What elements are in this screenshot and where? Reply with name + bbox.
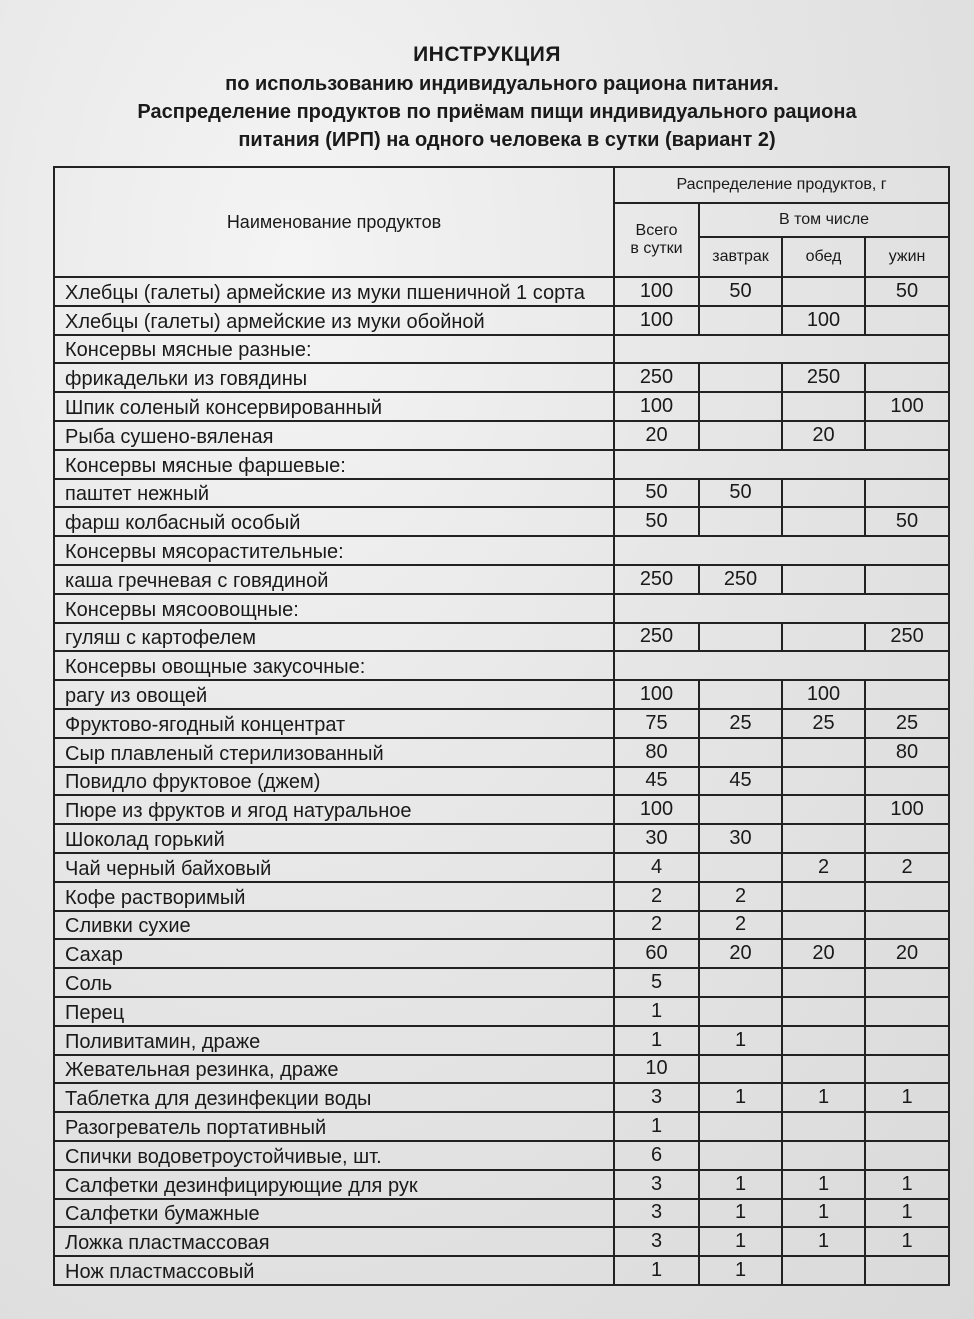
product-name: Жевательная резинка, драже xyxy=(54,1055,614,1084)
lunch-cell xyxy=(782,738,865,767)
breakfast-cell: 45 xyxy=(699,767,782,796)
table-row xyxy=(54,795,949,824)
lunch-cell xyxy=(782,623,865,652)
table-row xyxy=(54,1227,949,1256)
breakfast-cell xyxy=(699,968,782,997)
table-row xyxy=(54,738,949,767)
column-header-lunch: обед xyxy=(782,237,865,277)
total-cell: 1 xyxy=(614,1112,699,1141)
lunch-cell xyxy=(782,507,865,536)
column-header-including: В том числе xyxy=(699,203,949,237)
product-name: Таблетка для дезинфекции воды xyxy=(54,1083,614,1112)
dinner-cell xyxy=(865,767,949,796)
breakfast-cell xyxy=(699,421,782,450)
table-row xyxy=(54,709,949,738)
lunch-cell xyxy=(782,795,865,824)
total-header-line2: в сутки xyxy=(630,240,683,257)
table-row xyxy=(54,277,949,306)
dinner-cell: 80 xyxy=(865,738,949,767)
dinner-cell: 1 xyxy=(865,1170,949,1199)
dinner-cell xyxy=(865,363,949,392)
product-name: Сахар xyxy=(54,939,614,968)
total-cell: 45 xyxy=(614,767,699,796)
document-heading xyxy=(0,40,974,154)
dinner-cell xyxy=(865,911,949,940)
subtitle-line: по использованию индивидуального рациона питания. xyxy=(225,73,779,95)
total-cell: 5 xyxy=(614,968,699,997)
table-row xyxy=(54,623,949,652)
lunch-cell: 25 xyxy=(782,709,865,738)
total-cell: 50 xyxy=(614,507,699,536)
dinner-cell: 1 xyxy=(865,1199,949,1228)
total-cell: 10 xyxy=(614,1055,699,1084)
breakfast-cell xyxy=(699,795,782,824)
breakfast-cell: 1 xyxy=(699,1026,782,1055)
table-row xyxy=(54,392,949,421)
column-header-name: Наименование продуктов xyxy=(54,167,614,277)
group-label: Консервы мясоовощные: xyxy=(54,594,614,623)
product-name: Фруктово-ягодный концентрат xyxy=(54,709,614,738)
dinner-cell xyxy=(865,1112,949,1141)
total-cell: 250 xyxy=(614,565,699,594)
dinner-cell xyxy=(865,968,949,997)
table-row xyxy=(54,911,949,940)
total-cell: 3 xyxy=(614,1227,699,1256)
breakfast-cell: 1 xyxy=(699,1199,782,1228)
table-row xyxy=(54,421,949,450)
table-row xyxy=(54,1141,949,1170)
breakfast-cell xyxy=(699,507,782,536)
lunch-cell xyxy=(782,1026,865,1055)
product-name: Ложка пластмассовая xyxy=(54,1227,614,1256)
group-label: Консервы мясные разные: xyxy=(54,335,614,364)
lunch-cell xyxy=(782,479,865,508)
lunch-cell: 1 xyxy=(782,1227,865,1256)
dinner-cell: 100 xyxy=(865,795,949,824)
lunch-cell: 100 xyxy=(782,680,865,709)
group-row-filler xyxy=(614,536,949,565)
dinner-cell xyxy=(865,1055,949,1084)
breakfast-cell: 1 xyxy=(699,1227,782,1256)
total-cell: 100 xyxy=(614,392,699,421)
table-row xyxy=(54,939,949,968)
dinner-cell: 25 xyxy=(865,709,949,738)
total-cell: 80 xyxy=(614,738,699,767)
product-name: Повидло фруктовое (джем) xyxy=(54,767,614,796)
table-row xyxy=(54,507,949,536)
group-label: Консервы овощные закусочные: xyxy=(54,651,614,680)
lunch-cell xyxy=(782,911,865,940)
total-header-line1: Всего xyxy=(635,222,678,239)
dinner-cell: 20 xyxy=(865,939,949,968)
total-cell: 100 xyxy=(614,277,699,306)
group-header-row xyxy=(54,536,949,565)
total-cell: 1 xyxy=(614,1026,699,1055)
dinner-cell xyxy=(865,824,949,853)
dinner-cell xyxy=(865,882,949,911)
product-name: Сыр плавленый стерилизованный xyxy=(54,738,614,767)
lunch-cell xyxy=(782,277,865,306)
column-header-dinner: ужин xyxy=(865,237,949,277)
table-row xyxy=(54,853,949,882)
total-cell: 1 xyxy=(614,997,699,1026)
lunch-cell xyxy=(782,392,865,421)
lunch-cell xyxy=(782,968,865,997)
dinner-cell xyxy=(865,565,949,594)
product-name: фрикадельки из говядины xyxy=(54,363,614,392)
total-cell: 100 xyxy=(614,306,699,335)
breakfast-cell xyxy=(699,306,782,335)
product-name: Поливитамин, драже xyxy=(54,1026,614,1055)
ration-table xyxy=(53,166,950,1286)
dinner-cell: 1 xyxy=(865,1083,949,1112)
product-name: Рыба сушено-вяленая xyxy=(54,421,614,450)
total-cell: 20 xyxy=(614,421,699,450)
breakfast-cell xyxy=(699,997,782,1026)
lunch-cell: 100 xyxy=(782,306,865,335)
product-name: Салфетки бумажные xyxy=(54,1199,614,1228)
group-header-row xyxy=(54,450,949,479)
group-row-filler xyxy=(614,450,949,479)
group-label: Консервы мясные фаршевые: xyxy=(54,450,614,479)
breakfast-cell: 1 xyxy=(699,1256,782,1285)
table-row xyxy=(54,479,949,508)
product-name: Салфетки дезинфицирующие для рук xyxy=(54,1170,614,1199)
lunch-cell: 20 xyxy=(782,939,865,968)
group-header-row xyxy=(54,335,949,364)
column-header-total xyxy=(614,203,699,277)
total-cell: 1 xyxy=(614,1256,699,1285)
breakfast-cell xyxy=(699,1112,782,1141)
lunch-cell: 20 xyxy=(782,421,865,450)
lunch-cell xyxy=(782,1112,865,1141)
column-header-distribution: Распределение продуктов, г xyxy=(614,167,949,203)
total-cell: 4 xyxy=(614,853,699,882)
product-name: фарш колбасный особый xyxy=(54,507,614,536)
breakfast-cell: 20 xyxy=(699,939,782,968)
dinner-cell xyxy=(865,680,949,709)
table-row xyxy=(54,824,949,853)
lunch-cell xyxy=(782,997,865,1026)
product-name: Шоколад горький xyxy=(54,824,614,853)
table-row xyxy=(54,1055,949,1084)
breakfast-cell: 25 xyxy=(699,709,782,738)
lunch-cell: 1 xyxy=(782,1083,865,1112)
lunch-cell xyxy=(782,1141,865,1170)
lunch-cell: 250 xyxy=(782,363,865,392)
table-row xyxy=(54,882,949,911)
table-row xyxy=(54,1199,949,1228)
table-row xyxy=(54,1170,949,1199)
breakfast-cell xyxy=(699,392,782,421)
dinner-cell xyxy=(865,1026,949,1055)
lunch-cell xyxy=(782,1256,865,1285)
dinner-cell xyxy=(865,1256,949,1285)
lunch-cell: 2 xyxy=(782,853,865,882)
dinner-cell: 50 xyxy=(865,277,949,306)
total-cell: 250 xyxy=(614,623,699,652)
lunch-cell: 1 xyxy=(782,1170,865,1199)
total-cell: 2 xyxy=(614,882,699,911)
group-header-row xyxy=(54,594,949,623)
breakfast-cell: 2 xyxy=(699,882,782,911)
product-name: рагу из овощей xyxy=(54,680,614,709)
breakfast-cell xyxy=(699,853,782,882)
breakfast-cell: 250 xyxy=(699,565,782,594)
product-name: Кофе растворимый xyxy=(54,882,614,911)
dinner-cell xyxy=(865,421,949,450)
total-cell: 50 xyxy=(614,479,699,508)
group-label: Консервы мясорастительные: xyxy=(54,536,614,565)
document-title: ИНСТРУКЦИЯ xyxy=(413,43,561,66)
dinner-cell: 100 xyxy=(865,392,949,421)
lunch-cell xyxy=(782,882,865,911)
dinner-cell xyxy=(865,1141,949,1170)
breakfast-cell xyxy=(699,1055,782,1084)
table-row xyxy=(54,1112,949,1141)
total-cell: 6 xyxy=(614,1141,699,1170)
breakfast-cell: 30 xyxy=(699,824,782,853)
total-cell: 100 xyxy=(614,795,699,824)
lunch-cell xyxy=(782,767,865,796)
group-row-filler xyxy=(614,335,949,364)
dinner-cell: 1 xyxy=(865,1227,949,1256)
total-cell: 75 xyxy=(614,709,699,738)
breakfast-cell xyxy=(699,363,782,392)
table-row xyxy=(54,968,949,997)
product-name: Хлебцы (галеты) армейские из муки обойной xyxy=(54,306,614,335)
ration-table-body xyxy=(54,277,949,1285)
table-row xyxy=(54,306,949,335)
column-header-breakfast: завтрак xyxy=(699,237,782,277)
lunch-cell xyxy=(782,565,865,594)
product-name: Спички водоветроустойчивые, шт. xyxy=(54,1141,614,1170)
group-row-filler xyxy=(614,594,949,623)
group-row-filler xyxy=(614,651,949,680)
total-cell: 3 xyxy=(614,1083,699,1112)
lunch-cell: 1 xyxy=(782,1199,865,1228)
group-header-row xyxy=(54,651,949,680)
breakfast-cell: 50 xyxy=(699,479,782,508)
subtitle-line: Распределение продуктов по приёмам пищи индивидуального рациона xyxy=(137,101,857,123)
breakfast-cell xyxy=(699,680,782,709)
product-name: Соль xyxy=(54,968,614,997)
table-row xyxy=(54,1083,949,1112)
total-cell: 30 xyxy=(614,824,699,853)
table-row xyxy=(54,363,949,392)
total-cell: 100 xyxy=(614,680,699,709)
table-row xyxy=(54,1256,949,1285)
product-name: каша гречневая с говядиной xyxy=(54,565,614,594)
total-cell: 3 xyxy=(614,1199,699,1228)
product-name: паштет нежный xyxy=(54,479,614,508)
product-name: Пюре из фруктов и ягод натуральное xyxy=(54,795,614,824)
total-cell: 3 xyxy=(614,1170,699,1199)
subtitle-line: питания (ИРП) на одного человека в сутки (вариант 2) xyxy=(238,129,776,151)
breakfast-cell: 1 xyxy=(699,1170,782,1199)
product-name: Перец xyxy=(54,997,614,1026)
breakfast-cell xyxy=(699,738,782,767)
table-row xyxy=(54,997,949,1026)
dinner-cell xyxy=(865,479,949,508)
dinner-cell xyxy=(865,997,949,1026)
total-cell: 250 xyxy=(614,363,699,392)
dinner-cell: 250 xyxy=(865,623,949,652)
product-name: Сливки сухие xyxy=(54,911,614,940)
table-row xyxy=(54,565,949,594)
product-name: Разогреватель портативный xyxy=(54,1112,614,1141)
table-row xyxy=(54,1026,949,1055)
product-name: Шпик соленый консервированный xyxy=(54,392,614,421)
product-name: гуляш с картофелем xyxy=(54,623,614,652)
product-name: Хлебцы (галеты) армейские из муки пшеничной 1 сорта xyxy=(54,277,614,306)
product-name: Чай черный байховый xyxy=(54,853,614,882)
breakfast-cell xyxy=(699,623,782,652)
dinner-cell: 50 xyxy=(865,507,949,536)
breakfast-cell xyxy=(699,1141,782,1170)
total-cell: 2 xyxy=(614,911,699,940)
breakfast-cell: 50 xyxy=(699,277,782,306)
table-row xyxy=(54,767,949,796)
breakfast-cell: 2 xyxy=(699,911,782,940)
breakfast-cell: 1 xyxy=(699,1083,782,1112)
table-row xyxy=(54,680,949,709)
total-cell: 60 xyxy=(614,939,699,968)
lunch-cell xyxy=(782,1055,865,1084)
dinner-cell: 2 xyxy=(865,853,949,882)
lunch-cell xyxy=(782,824,865,853)
product-name: Нож пластмассовый xyxy=(54,1256,614,1285)
dinner-cell xyxy=(865,306,949,335)
